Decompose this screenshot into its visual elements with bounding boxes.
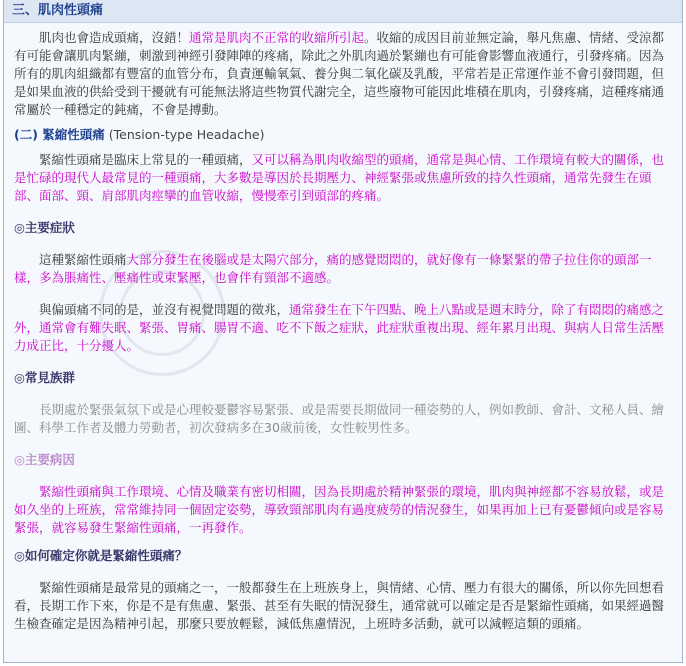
section-title: 三、肌肉性頭痛 — [4, 0, 682, 23]
intro-text-1: 肌肉也會造成頭痛，沒錯！ — [39, 30, 190, 45]
symptoms-heading: ◎主要症狀 — [14, 220, 75, 235]
tension-intro-highlight: 又可以稱為肌肉收縮型的頭痛，通常是與心情、工作環境有較大的關係，也是忙碌的現代人最常見的一種頭痛，大多數是導因於長期壓力、神經緊張或焦慮所致的持久性頭痛，通常先發生在頭部、面部、頸、肩部肌肉痙攣的血管收縮，慢慢牽引到頭部的疼痛。 — [14, 152, 665, 203]
symptoms-highlight-1: 大部分發生在後腦或是太陽穴部分，痛的感覺悶悶的，就好像有一條緊緊的帶子拉住你的頭部一樣，多為脹痛性、壓痛性或束緊壓，也會伴有頸部不適感。 — [14, 252, 652, 285]
diagnosis-heading: ◎如何確定你就是緊縮性頭痛？ — [14, 548, 188, 563]
intro-highlight: 通常是肌肉不正常的收縮所引起 — [189, 30, 365, 45]
symptoms-paragraph-2 — [14, 301, 672, 355]
population-paragraph: 長期處於緊張氣氛下或是心理較憂鬱容易緊張、或是需要長期做同一種姿勢的人，例如教師、會計、文秘人員、繪圖、科學工作者及體力勞動者，初次發病多在30歲前後，女性較男性多。 — [14, 402, 665, 435]
symptoms-highlight-2: 通常發生在下午四點、晚上八點或是週末時分，除了有悶悶的痛感之外，通常會有難失眠、緊張、胃痛、腸胃不適、吃不下飯之症狀，此症狀重複出現、經年累月出現、與病人日常生活壓力成正比，十分擾人。 — [14, 302, 665, 353]
population-heading: ◎常見族群 — [14, 370, 75, 385]
article-frame — [3, 0, 683, 663]
diagnosis-paragraph: 緊縮性頭痛是最常見的頭痛之一，一般都發生在上班族身上，與情緒、心情、壓力有很大的關係，所以你先回想看看，長期工作下來，你是不是有焦慮、緊張、甚至有失眠的情況發生，通常就可以確定是否是緊縮性頭痛，如果經過醫生檢查確定是因為精神引起，那麼只要放輕鬆，減低焦慮情況，上班時多活動，就可以減輕這類的頭痛。 — [14, 580, 665, 631]
causes-paragraph: 緊縮性頭痛與工作環境、心情及職業有密切相關，因為長期處於精神緊張的環境，肌肉與神經都不容易放鬆，或是如久坐的上班族，常常維持同一個固定姿勢，導致頸部肌肉有過度疲勞的情況發生，如果再加上已有憂鬱傾向或是容易緊張，就容易發生緊縮性頭痛，一再發作。 — [14, 484, 665, 535]
tension-intro-text: 緊縮性頭痛是臨床上常見的一種頭痛， — [39, 152, 252, 167]
tension-heading-label: (二) 緊縮性頭痛 — [14, 127, 105, 142]
tension-heading-english: (Tension-type Headache) — [108, 127, 265, 142]
symptoms-text-1: 這種緊縮性頭痛 — [39, 252, 127, 267]
article-content — [4, 23, 682, 633]
tension-intro-paragraph — [14, 151, 672, 205]
tension-heading — [14, 125, 672, 145]
symptoms-text-2: 與偏頭痛不同的是，並沒有視覺問題的徵兆， — [39, 302, 290, 317]
intro-text-2: 。收縮的成因目前並無定論，舉凡焦慮、情緒、受涼都有可能會讓肌肉緊繃，刺激到神經引發陣陣的疼痛，除此之外肌肉過於緊繃也有可能會影響血液通行，引發疼痛。因為所有的肌肉組織都有豐富的血管分布，負責運輸氧氣、養分與二氧化碳及乳酸，平常若是正常運作並不會引發問題，但是如果血液的供給受到干擾就有可能無法將這些物質代謝完全，這些廢物可能因此堆積在肌肉，引發疼痛，這種疼痛通常屬於一種穩定的鈍痛，不會是搏動。 — [14, 30, 665, 117]
symptoms-paragraph-1 — [14, 251, 672, 287]
causes-heading: ◎主要病因 — [14, 452, 75, 467]
intro-paragraph — [14, 29, 672, 119]
